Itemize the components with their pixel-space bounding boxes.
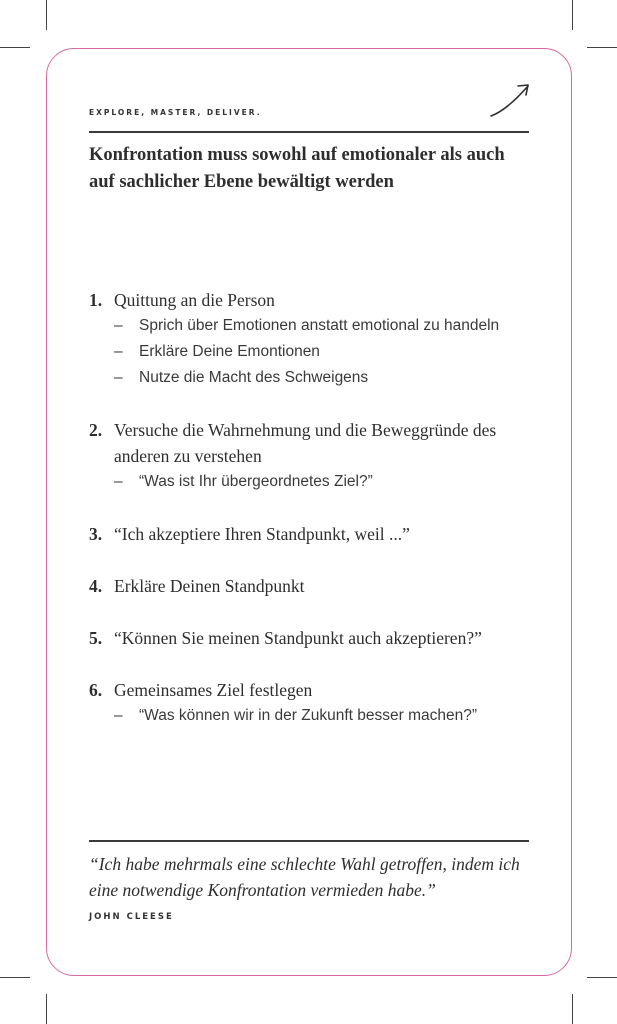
sub-item xyxy=(114,339,534,365)
sub-item-text: “Was können wir in der Zukunft besser machen?” xyxy=(139,707,477,724)
step-text: “Können Sie meinen Standpunkt auch akzeptieren?” xyxy=(114,628,482,648)
brand-tagline: EXPLORE, MASTER, DELIVER. xyxy=(89,108,262,117)
sub-item xyxy=(114,469,534,495)
quote-text: “Ich habe mehrmals eine schlechte Wahl getroffen, indem ich eine notwendige Konfrontation vermieden habe.” xyxy=(89,854,520,900)
step-body xyxy=(114,287,534,391)
sub-item xyxy=(114,313,534,339)
step-number: 4. xyxy=(89,576,103,596)
sub-item-text: Sprich über Emotionen anstatt emotional zu handeln xyxy=(139,317,500,334)
step-item xyxy=(89,625,534,651)
step-item xyxy=(89,521,534,547)
top-rule xyxy=(89,131,529,133)
crop-mark-top-left xyxy=(46,0,47,30)
crop-mark-top-left-h xyxy=(0,47,30,48)
sub-list xyxy=(114,313,534,391)
step-text: “Ich akzeptiere Ihren Standpunkt, weil ...” xyxy=(114,524,410,544)
sub-item-text: Nutze die Macht des Schweigens xyxy=(139,369,369,386)
step-number: 6. xyxy=(89,680,103,700)
step-number: 2. xyxy=(89,420,103,440)
sub-item xyxy=(114,703,534,729)
sub-item-text: “Was ist Ihr übergeordnetes Ziel?” xyxy=(139,473,373,490)
crop-mark-top-right xyxy=(572,0,573,30)
dash-glyph: – xyxy=(114,343,123,360)
sub-list xyxy=(114,469,534,495)
step-number: 1. xyxy=(89,290,103,310)
crop-mark-bottom-right xyxy=(572,994,573,1024)
step-body xyxy=(114,417,534,495)
dash-glyph: – xyxy=(114,473,123,490)
step-item xyxy=(89,287,534,391)
crop-mark-bottom-left xyxy=(46,994,47,1024)
arrow-up-right-icon xyxy=(488,80,534,120)
step-body xyxy=(114,521,534,547)
crop-mark-bottom-left-h xyxy=(0,977,30,978)
sub-item xyxy=(114,365,534,391)
step-item xyxy=(89,677,534,729)
dash-glyph: – xyxy=(114,707,123,724)
step-number: 5. xyxy=(89,628,103,648)
step-text: Erkläre Deinen Standpunkt xyxy=(114,576,305,596)
step-item xyxy=(89,417,534,495)
crop-mark-top-right-h xyxy=(587,47,617,48)
quote-rule xyxy=(89,840,529,842)
quote-author: JOHN CLEESE xyxy=(89,912,174,922)
step-text: Versuche die Wahrnehmung und die Beweggründe des anderen zu verstehen xyxy=(114,420,497,466)
step-number: 3. xyxy=(89,524,103,544)
steps-list xyxy=(89,287,534,755)
step-text: Gemeinsames Ziel festlegen xyxy=(114,680,313,700)
step-body xyxy=(114,677,534,729)
sub-list xyxy=(114,703,534,729)
step-body xyxy=(114,573,534,599)
step-body xyxy=(114,625,534,651)
dash-glyph: – xyxy=(114,317,123,334)
step-text: Quittung an die Person xyxy=(114,290,275,310)
step-item xyxy=(89,573,534,599)
dash-glyph: – xyxy=(114,369,123,386)
crop-mark-bottom-right-h xyxy=(587,977,617,978)
sub-item-text: Erkläre Deine Emontionen xyxy=(139,343,320,360)
card-headline: Konfrontation muss sowohl auf emotionaler als auch auf sachlicher Ebene bewältigt werden xyxy=(89,145,505,192)
